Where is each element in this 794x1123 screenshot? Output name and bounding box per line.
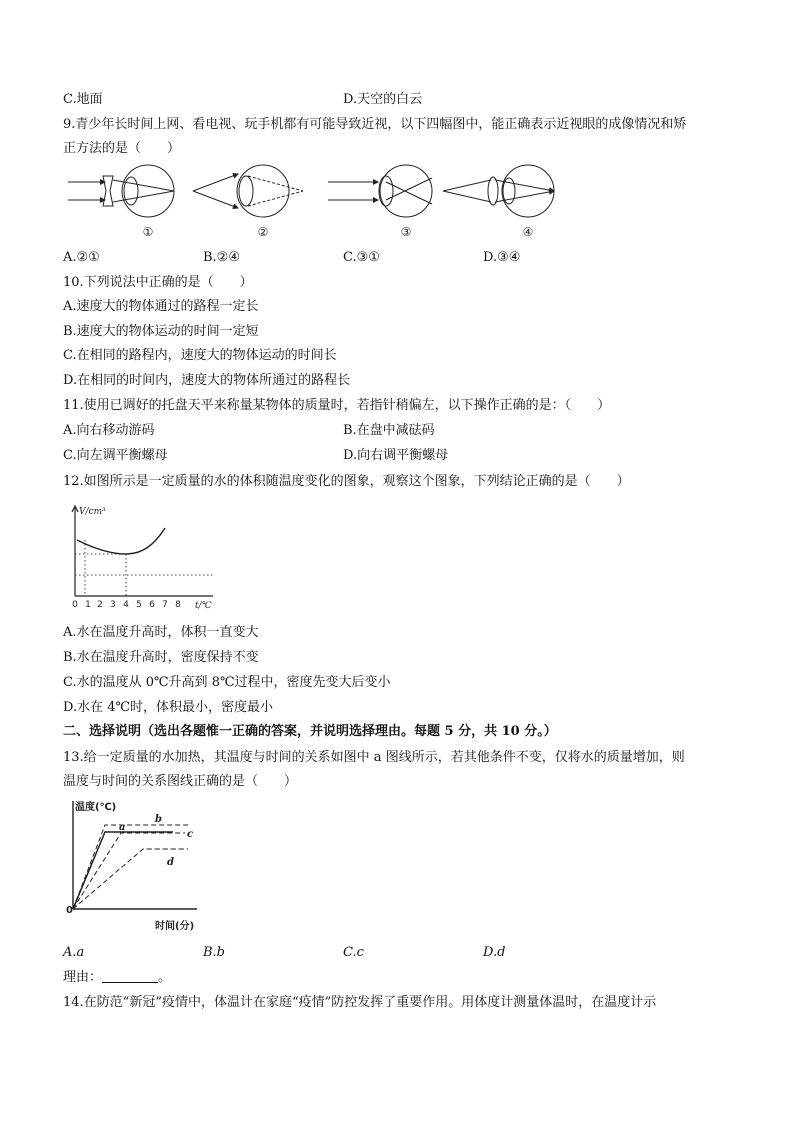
q13-option-a: A.a — [63, 945, 85, 960]
tick-1: 1 — [85, 600, 91, 610]
q10-option-d: D.在相同的时间内，速度大的物体所通过的路程长 — [63, 373, 351, 388]
q12-volume-graph — [63, 500, 223, 612]
q11-option-c: C.向左调平衡螺母 — [63, 448, 168, 463]
tick-5: 5 — [136, 600, 142, 610]
label-a: a — [119, 822, 126, 833]
q10-stem: 10.下列说法中正确的是（ ） — [63, 275, 253, 290]
q13-option-d: D.d — [483, 945, 506, 960]
tick-8: 8 — [175, 600, 181, 610]
y-axis-label: V/cm³ — [79, 507, 106, 517]
q11-option-d: D.向右调平衡螺母 — [343, 448, 449, 463]
x-axis-label: t/℃ — [195, 601, 212, 611]
q9-eye-figures — [63, 162, 563, 240]
q12-option-c: C.水的温度从 0℃升高到 8℃过程中，密度先变大后变小 — [63, 675, 391, 690]
q10-option-a: A.速度大的物体通过的路程一定长 — [63, 299, 259, 314]
q11-option-b: B.在盘中减砝码 — [343, 423, 435, 438]
section-2-heading: 二、选择说明（选出各题惟一正确的答案，并说明选择理由。每题 5 分，共 10 分。） — [63, 724, 557, 739]
q9-option-d: D.③④ — [483, 250, 521, 265]
tick-4: 4 — [123, 600, 129, 610]
q11-option-a: A.向右移动游码 — [63, 423, 155, 438]
eye-figure-2 — [193, 165, 303, 217]
q10-option-b: B.速度大的物体运动的时间一定短 — [63, 324, 259, 339]
q13-stem-line1: 13.给一定质量的水加热，其温度与时间的关系如图中 a 图线所示，若其他条件不变，仅将水的质量增加，则 — [63, 750, 685, 765]
q11-stem: 11.使用已调好的托盘天平来称量某物体的质量时，若指针稍偏左，以下操作正确的是：（ ） — [63, 398, 611, 413]
q12-option-d: D.水在 4℃时，体积最小，密度最小 — [63, 700, 274, 715]
x-axis-label: 时间(分) — [155, 921, 195, 932]
label-b: b — [155, 814, 162, 825]
eye-figure-1 — [68, 165, 174, 217]
q8-option-d: D.天空的白云 — [343, 92, 423, 107]
volume-curve — [77, 528, 165, 554]
fig-label-3: ③ — [400, 225, 412, 239]
label-d: d — [167, 857, 174, 868]
q8-option-c: C.地面 — [63, 92, 103, 107]
tick-0: 0 — [72, 600, 78, 610]
reason-end: 。 — [158, 970, 172, 985]
tick-6: 6 — [149, 600, 155, 610]
eye-figure-3 — [328, 165, 432, 217]
q12-option-a: A.水在温度升高时，体积一直变大 — [63, 625, 259, 640]
fig-label-4: ④ — [522, 225, 534, 239]
q13-stem-line2: 温度与时间的关系图线正确的是（ ） — [63, 774, 298, 789]
reason-blank[interactable] — [102, 969, 158, 983]
q13-option-c: C.c — [343, 945, 364, 960]
label-c: c — [187, 829, 194, 840]
fig-label-2: ② — [257, 225, 269, 239]
reason-label: 理由： — [63, 970, 103, 985]
tick-3: 3 — [110, 600, 116, 610]
tick-2: 2 — [97, 600, 103, 610]
q9-stem-line2: 正方法的是（ ） — [63, 141, 181, 156]
q9-option-c: C.③① — [343, 250, 380, 265]
y-axis-label: 温度(℃) — [75, 802, 117, 813]
q12-stem: 12.如图所示是一定质量的水的体积随温度变化的图象，观察这个图象，下列结论正确的是（ ） — [63, 474, 630, 489]
q12-option-b: B.水在温度升高时，密度保持不变 — [63, 650, 259, 665]
q14-stem-line1: 14.在防范“新冠”疫情中，体温计在家庭“疫情”防控发挥了重要作用。用体度计测量体温时，在温度计示 — [63, 995, 657, 1010]
curve-c — [73, 833, 185, 909]
tick-7: 7 — [162, 600, 168, 610]
origin-label: 0 — [66, 905, 73, 916]
eye-figure-4 — [443, 165, 554, 217]
q13-temperature-graph — [63, 797, 203, 939]
q9-option-a: A.②① — [63, 250, 100, 265]
q10-option-c: C.在相同的路程内，速度大的物体运动的时间长 — [63, 348, 337, 363]
q13-reason-line — [63, 969, 171, 987]
q9-stem-line1: 9.青少年长时间上网、看电视、玩手机都有可能导致近视，以下四幅图中，能正确表示近视眼的成像情况和矫 — [63, 117, 687, 132]
q13-option-b: B.b — [203, 945, 226, 960]
q9-option-b: B.②④ — [203, 250, 240, 265]
fig-label-1: ① — [142, 225, 154, 239]
